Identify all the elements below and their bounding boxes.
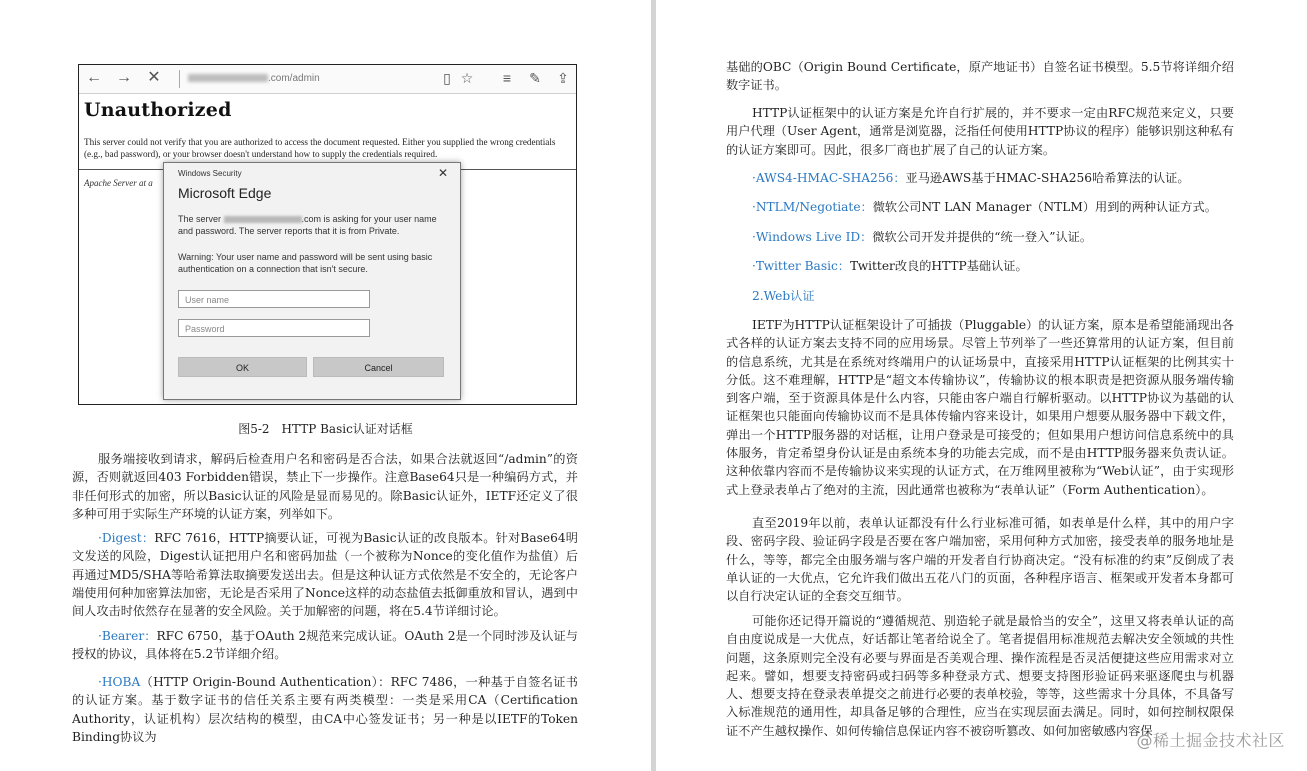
- right-list-ntlm: [726, 198, 1234, 216]
- dialog-warning-text: Warning: Your user name and password will be sent using basic authentication on a connection that isn't secure.: [178, 252, 433, 274]
- paragraph-lead: ·Windows Live ID：: [752, 230, 873, 244]
- paragraph-lead: ·Bearer：: [98, 629, 157, 643]
- cancel-button: Cancel: [313, 357, 444, 377]
- dialog-title: Microsoft Edge: [178, 185, 272, 201]
- right-paragraph-1: [726, 58, 1234, 95]
- paragraph-text: 微软公司NT LAN Manager（NTLM）用到的两种认证方式。: [872, 200, 1217, 214]
- left-paragraph-hoba: [72, 673, 578, 746]
- url-suffix: .com/admin: [268, 73, 320, 84]
- right-paragraph-2: [726, 104, 1234, 159]
- dialog-caption: Windows Security: [178, 169, 242, 178]
- paragraph-text: （HTTP Origin-Bound Authentication）：RFC 7486，一种基于自签名证书的认证方案。基于数字证书的信任关系主要有两类模型：一类是采用CA（Certification Authority，认证机构）层次结构的模型，由CA中心签发证书；另一种是以IETF的Token Binding协议为: [72, 675, 578, 744]
- section-heading-web-auth: [726, 287, 1234, 305]
- ok-button: OK: [178, 357, 307, 377]
- blurred-domain: [188, 74, 268, 82]
- site-watermark: @稀土掘金技术社区: [1136, 731, 1285, 750]
- unauthorized-heading: Unauthorized: [84, 99, 232, 121]
- paragraph-text: 微软公司开发并提供的“统一登入”认证。: [872, 230, 1093, 244]
- paragraph-text: 亚马逊AWS基于HMAC-SHA256哈希算法的认证。: [905, 171, 1190, 185]
- paragraph-text: 服务端接收到请求，解码后检查用户名和密码是否合法，如果合法就返回“/admin”的资源，否则就返回403 Forbidden错误，禁止下一步操作。注意Base64只是一种编码方式，并非任何形式的加密，所以Basic认证的风险是显而易见的。除Basic认证外，IETF还定义了很多种可用于实际生产环境的认证方案，列举如下。: [72, 452, 578, 521]
- hub-icon: ≡: [502, 70, 512, 86]
- forward-arrow-icon: →: [116, 69, 132, 86]
- browser-screenshot-figure: [78, 64, 577, 405]
- apache-footer: Apache Server at a: [84, 178, 153, 188]
- left-paragraph-bearer: [72, 627, 578, 664]
- right-paragraph-principle: [726, 612, 1234, 740]
- figure-caption: 图5-2 HTTP Basic认证对话框: [238, 422, 413, 436]
- password-field: Password: [178, 319, 370, 337]
- right-paragraph-form-standard: [726, 514, 1234, 605]
- blurred-server: [224, 216, 302, 223]
- right-list-windows-live: [726, 228, 1234, 246]
- paragraph-text: IETF为HTTP认证框架设计了可插拔（Pluggable）的认证方案，原本是希望能涌现出各式各样的认证方案去支持不同的应用场景。尽管上节列举了一些还算常用的认证方案，但目前的信息系统，尤其是在系统对终端用户的认证场景中，直接采用HTTP认证框架的比例其实十分低。这不难理解，HTTP是“超文本传输协议”，传输协议的根本职责是把资源从服务端传输到客户端，至于资源具体是什么内容，只能由客户端自行解析驱动。以HTTP协议为基础的认证框架也只能面向传输协议而不是具体传输内容来设计，如果用户想要从服务器中下载文件，弹出一个HTTP服务器的对话框，让用户登录是可接受的；但如果用户想访问信息系统中的具体服务，肯定希望身份认证是由系统本身的功能去完成，而不是由HTTP服务器来负责认证。这种依靠内容而不是传输协议来实现的认证方式，在万维网里被称为“Web认证”，由于实现形式上登录表单占了绝对的主流，因此通常也被称为“表单认证”（Form Authentication）。: [726, 318, 1234, 497]
- paragraph-lead: ·Twitter Basic：: [752, 259, 850, 273]
- paragraph-text: 可能你还记得开篇说的“遵循规范、别造轮子就是最恰当的安全”，这里又将表单认证的高自由度说成是一大优点，好话都让笔者给说全了。笔者提倡用标准规范去解决安全领域的共性问题，这条原则完全没有必要与界面是否美观合理、操作流程是否灵活便捷这些应用需求对立起来。譬如，想要支持密码或扫码等多种登录方式、想要支持图形验证码来驱逐爬虫与机器人、想要支持在登录表单提交之前进行必要的表单校验，等等，这些需求十分具体，不具备写入标准规范的通用性，却具备足够的合理性，应当在实现层面去满足。同时，如何控制权限保证不产生越权操作、如何传输信息保证内容不被窃听篡改、如何加密敏感内容保: [726, 614, 1234, 738]
- right-list-aws: [726, 169, 1234, 187]
- left-page: [0, 0, 651, 771]
- section-heading-text: 2.Web认证: [752, 289, 815, 303]
- paragraph-lead: ·Digest：: [98, 531, 155, 545]
- close-icon: ✕: [147, 69, 161, 86]
- browser-toolbar: [79, 65, 576, 94]
- username-field: User name: [178, 290, 370, 308]
- web-note-icon: ✎: [529, 70, 541, 86]
- paragraph-lead: ·NTLM/Negotiate：: [752, 200, 873, 214]
- paragraph-text: 直至2019年以前，表单认证都没有什么行业标准可循，如表单是什么样，其中的用户字段、密码字段、验证码字段是否要在客户端加密，采用何种方式加密，接受表单的服务地址是什么，等等，都完全由服务端与客户端的开发者自行协商决定。“没有标准的约束”反倒成了表单认证的一大优点，它允许我们做出五花八门的页面，各种程序语言、框架或开发者本身都可以自行决定认证的全套交互细节。: [726, 516, 1234, 604]
- unauthorized-message: This server could not verify that you are authorized to access the document requested. Either you supplied the wrong credentials (e.g., bad password), or your browser doesn't understand how to supply the credentials required.: [84, 137, 556, 159]
- right-paragraph-web-auth: [726, 316, 1234, 499]
- dialog-server-prefix: The server: [178, 214, 222, 224]
- paragraph-lead: ·HOBA: [98, 675, 141, 689]
- dialog-server-suffix: .com is asking for your user name and password. The server reports that it is from Private.: [178, 214, 437, 236]
- dialog-close-icon: ✕: [437, 166, 448, 180]
- right-page: [656, 0, 1307, 771]
- share-icon: ⇪: [557, 70, 569, 86]
- paragraph-text: RFC 7616，HTTP摘要认证，可视为Basic认证的改良版本。针对Base64明文发送的风险，Digest认证把用户名和密码加盐（一个被称为Nonce的变化值作为盐值）后再通过MD5/SHA等哈希算法取摘要发送出去。但是这种认证方式依然是不安全的，无论客户端使用何种加密算法加密，无论是否采用了Nonce这样的动态盐值去抵御重放和冒认，遇到中间人攻击时依然存在显著的安全风险。关于加解密的问题，将在5.4节详细讨论。: [72, 531, 578, 619]
- dialog-server-text: [178, 213, 448, 237]
- left-paragraph-1: [72, 450, 578, 523]
- back-arrow-icon: ←: [86, 69, 102, 86]
- left-paragraph-digest: [72, 529, 578, 620]
- paragraph-text: Twitter改良的HTTP基础认证。: [850, 259, 1028, 273]
- favorite-star-icon: ☆: [460, 70, 474, 86]
- right-list-twitter: [726, 257, 1234, 275]
- windows-security-dialog: [163, 162, 461, 400]
- address-bar: [179, 70, 433, 88]
- paragraph-text: 基础的OBC（Origin Bound Certificate，原产地证书）自签名证书模型。5.5节将详细介绍数字证书。: [726, 60, 1234, 93]
- paragraph-text: HTTP认证框架中的认证方案是允许自行扩展的，并不要求一定由RFC规范来定义，只要用户代理（User Agent，通常是浏览器，泛指任何使用HTTP协议的程序）能够识别这种私有的认证方案即可。因此，很多厂商也扩展了自己的认证方案。: [726, 106, 1234, 157]
- reading-view-icon: ▯: [443, 70, 451, 86]
- paragraph-lead: ·AWS4-HMAC-SHA256：: [752, 171, 906, 185]
- paragraph-text: RFC 6750，基于OAuth 2规范来完成认证。OAuth 2是一个同时涉及认证与授权的协议，具体将在5.2节详细介绍。: [72, 629, 578, 662]
